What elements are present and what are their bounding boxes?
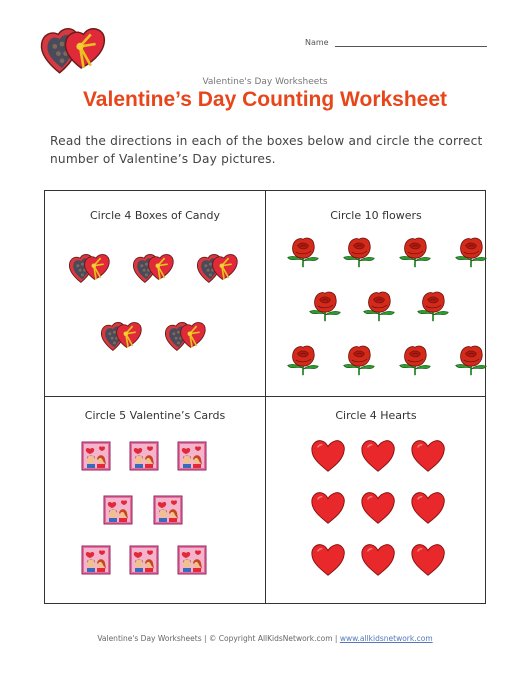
footer-copyright: Valentine's Day Worksheets | © Copyright AllKidsNetwork.com | [97,634,340,643]
rose-icon[interactable] [341,233,377,269]
heart-icon[interactable] [359,541,397,579]
rose-icon[interactable] [453,341,489,377]
box-title-hearts: Circle 4 Hearts [335,409,417,422]
candy-box-icon[interactable] [195,249,241,287]
candy-box-icon[interactable] [67,249,113,287]
heart-icon[interactable] [409,489,447,527]
box-title-candy: Circle 4 Boxes of Candy [90,209,220,222]
candy-box-logo-icon [38,18,110,82]
heart-icon[interactable] [409,437,447,475]
name-label: Name [305,38,329,47]
rose-icon[interactable] [341,341,377,377]
valentine-card-icon[interactable] [129,545,159,575]
valentine-card-icon[interactable] [81,545,111,575]
candy-box-icon[interactable] [131,249,177,287]
valentine-card-icon[interactable] [103,495,133,525]
valentine-card-icon[interactable] [129,441,159,471]
footer [0,634,530,643]
rose-icon[interactable] [285,341,321,377]
valentine-card-icon[interactable] [153,495,183,525]
grid-divider-horizontal [45,396,485,397]
box-title-flowers: Circle 10 flowers [330,209,422,222]
rose-icon[interactable] [453,233,489,269]
rose-icon[interactable] [285,233,321,269]
directions-text: Read the directions in each of the boxes below and circle the correct number of Valentine’s Day pictures. [50,134,483,166]
heart-icon[interactable] [359,437,397,475]
page-title: Valentine’s Day Counting Worksheet [82,88,448,111]
rose-icon[interactable] [307,287,343,323]
heart-icon[interactable] [309,489,347,527]
candy-box-icon[interactable] [163,317,209,355]
name-field[interactable] [305,37,487,47]
rose-icon[interactable] [361,287,397,323]
heart-icon[interactable] [309,541,347,579]
rose-icon[interactable] [397,233,433,269]
footer-link[interactable]: www.allkidsnetwork.com [339,634,433,643]
worksheet-grid [44,190,486,604]
box-title-cards: Circle 5 Valentine’s Cards [84,409,226,422]
heart-icon[interactable] [309,437,347,475]
valentine-card-icon[interactable] [177,441,207,471]
grid-divider-vertical [265,191,266,603]
heart-icon[interactable] [359,489,397,527]
heart-icon[interactable] [409,541,447,579]
worksheet-subtitle: Valentine's Day Worksheets [202,77,328,87]
candy-box-icon[interactable] [99,317,145,355]
rose-icon[interactable] [415,287,451,323]
valentine-card-icon[interactable] [177,545,207,575]
rose-icon[interactable] [397,341,433,377]
name-line[interactable] [335,37,487,47]
valentine-card-icon[interactable] [81,441,111,471]
